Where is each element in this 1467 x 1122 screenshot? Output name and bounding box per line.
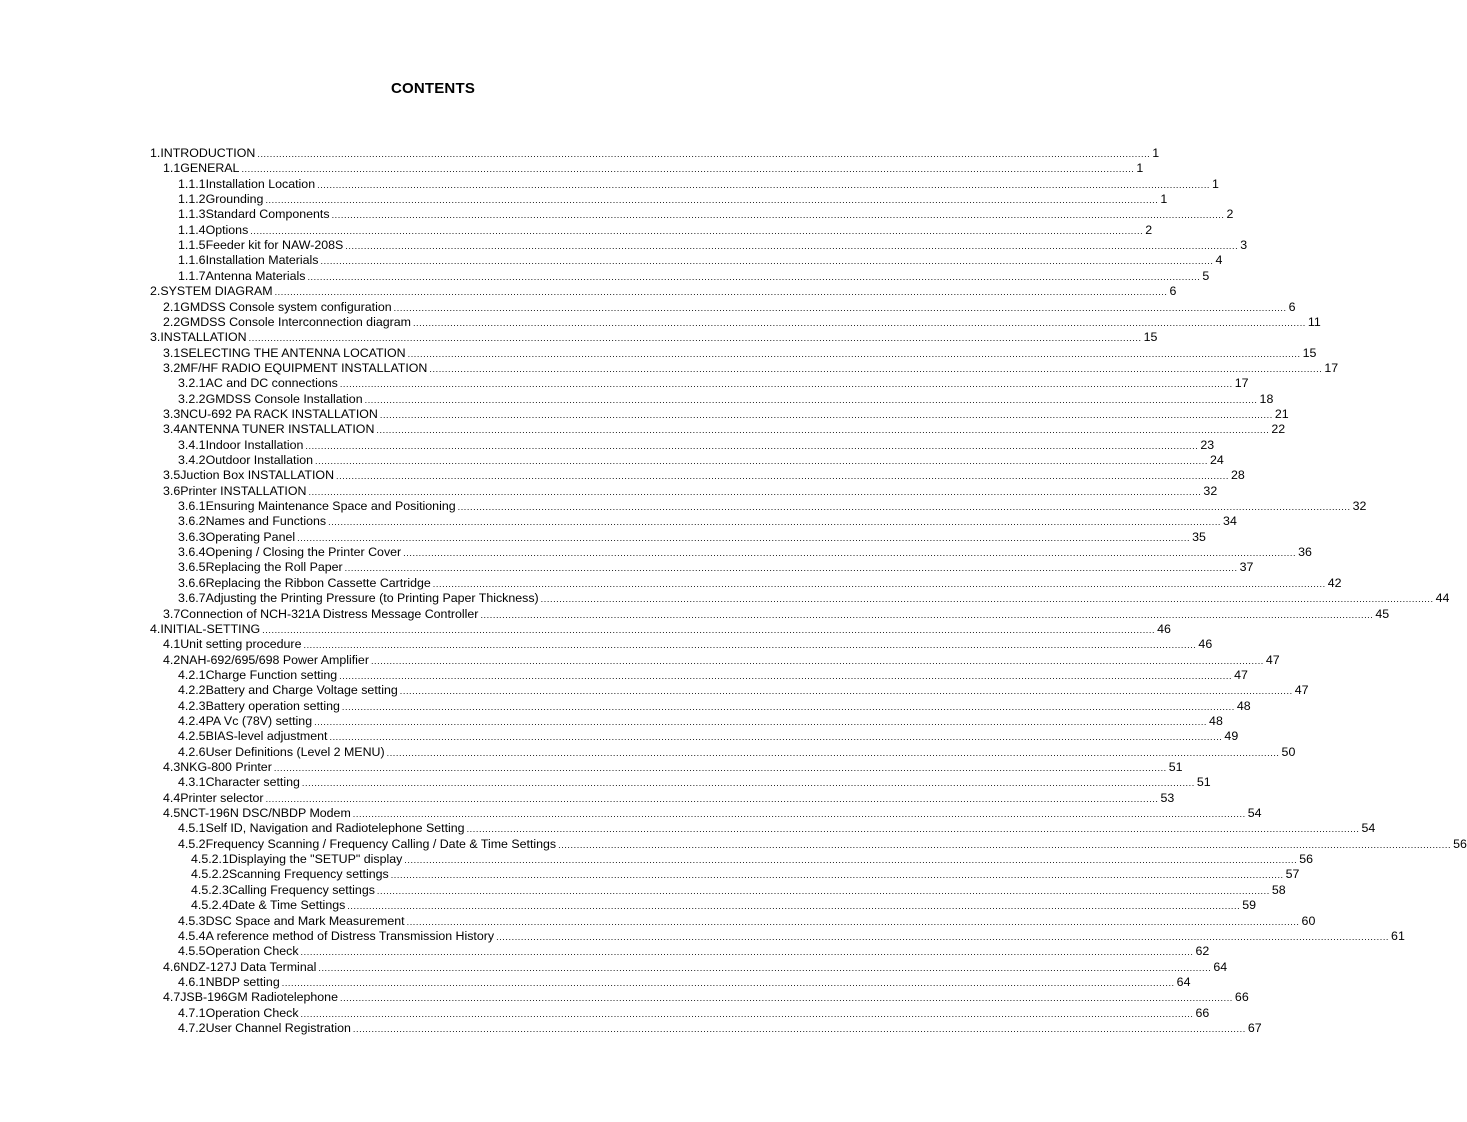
toc-entry-title: GENERAL bbox=[180, 161, 240, 176]
toc-entry-page: 47 bbox=[1294, 683, 1309, 698]
toc-entry-title: Standard Components bbox=[205, 207, 330, 222]
toc-entry-number: 1.1.4 bbox=[178, 222, 206, 237]
toc-entry-number: 4.5.5 bbox=[178, 944, 206, 959]
toc-entry-page: 47 bbox=[1265, 652, 1280, 667]
toc-entry-number: 4.3.1 bbox=[178, 775, 206, 790]
toc-entry-number: 4.6 bbox=[163, 959, 181, 974]
toc-entry[interactable] bbox=[163, 468, 1245, 483]
toc-entry[interactable] bbox=[178, 591, 1450, 606]
toc-entry-page: 62 bbox=[1195, 944, 1210, 959]
toc-entry-title: Printer INSTALLATION bbox=[180, 483, 307, 498]
toc-entry-title: User Definitions (Level 2 MENU) bbox=[205, 744, 385, 759]
toc-entry-title: Connection of NCH-321A Distress Message Controller bbox=[180, 606, 479, 621]
toc-entry[interactable] bbox=[178, 928, 1405, 944]
toc-entry-number: 3.6.3 bbox=[178, 529, 206, 544]
toc-entry-title: ANTENNA TUNER INSTALLATION bbox=[180, 422, 375, 437]
toc-dot-leader bbox=[376, 423, 1269, 438]
toc-dot-leader bbox=[340, 377, 1233, 392]
toc-entry-page: 32 bbox=[1352, 499, 1367, 514]
toc-entry-title: JSB-196GM Radiotelephone bbox=[180, 990, 338, 1005]
toc-entry[interactable] bbox=[163, 406, 1289, 422]
toc-entry-number: 3.6 bbox=[163, 483, 181, 498]
toc-entry[interactable] bbox=[178, 514, 1237, 529]
toc-entry-title: Operation Check bbox=[205, 944, 299, 959]
toc-dot-leader bbox=[257, 147, 1150, 162]
toc-entry-number: 1.1.2 bbox=[178, 192, 206, 207]
toc-entry-page: 48 bbox=[1209, 713, 1223, 728]
toc-entry-page: 22 bbox=[1271, 422, 1286, 437]
toc-entry-page: 53 bbox=[1160, 790, 1175, 805]
toc-entry-number: 4. bbox=[150, 621, 161, 636]
toc-entry[interactable] bbox=[178, 821, 1376, 836]
toc-entry-number: 3.1 bbox=[163, 345, 181, 360]
toc-entry-number: 2.2 bbox=[163, 314, 181, 329]
toc-entry-page: 6 bbox=[1169, 284, 1177, 299]
toc-entry-number: 3. bbox=[150, 330, 161, 345]
toc-dot-leader bbox=[353, 807, 1246, 822]
toc-entry-number: 4.5.2.1 bbox=[191, 852, 229, 867]
toc-entry-page: 15 bbox=[1302, 345, 1317, 360]
toc-entry-number: 1.1.5 bbox=[178, 238, 206, 253]
toc-entry[interactable] bbox=[163, 806, 1262, 821]
toc-entry[interactable] bbox=[178, 698, 1251, 714]
toc-entry[interactable] bbox=[178, 176, 1219, 192]
toc-entry-title: Replacing the Roll Paper bbox=[205, 560, 343, 575]
toc-entry-page: 59 bbox=[1242, 898, 1257, 913]
toc-entry-title: GMDSS Console Interconnection diagram bbox=[180, 314, 411, 329]
toc-entry-page: 46 bbox=[1198, 637, 1213, 652]
toc-dot-leader bbox=[377, 884, 1270, 899]
toc-entry-page: 18 bbox=[1259, 391, 1274, 406]
toc-entry-number: 4.5.2.2 bbox=[191, 867, 229, 882]
toc-entry-page: 32 bbox=[1203, 483, 1218, 498]
toc-dot-leader bbox=[467, 822, 1360, 837]
toc-entry-page: 4 bbox=[1215, 253, 1223, 268]
toc-dot-leader bbox=[274, 761, 1167, 776]
toc-entry[interactable] bbox=[150, 284, 1177, 299]
toc-entry-page: 67 bbox=[1247, 1020, 1262, 1035]
toc-entry[interactable] bbox=[178, 575, 1342, 591]
toc-dot-leader bbox=[496, 930, 1389, 945]
toc-entry[interactable] bbox=[191, 852, 1314, 867]
toc-entry-page: 45 bbox=[1375, 606, 1390, 621]
toc-entry-title: NDZ-127J Data Terminal bbox=[180, 959, 317, 974]
toc-entry-page: 5 bbox=[1202, 268, 1210, 283]
toc-entry[interactable] bbox=[178, 913, 1316, 929]
toc-entry[interactable] bbox=[178, 192, 1168, 207]
toc-entry-number: 4.2.4 bbox=[178, 713, 206, 728]
toc-entry-title: Character setting bbox=[205, 775, 300, 790]
toc-entry-title: Battery and Charge Voltage setting bbox=[205, 683, 398, 698]
toc-entry-title: Displaying the "SETUP" display bbox=[228, 852, 403, 867]
toc-entry[interactable] bbox=[178, 222, 1153, 238]
toc-entry-number: 1.1.3 bbox=[178, 207, 206, 222]
toc-entry-title: Juction Box INSTALLATION bbox=[180, 468, 335, 483]
toc-dot-leader bbox=[307, 270, 1200, 285]
toc-entry-title: Indoor Installation bbox=[205, 437, 304, 452]
toc-entry[interactable] bbox=[178, 545, 1312, 560]
toc-entry[interactable] bbox=[178, 391, 1274, 407]
toc-entry-number: 1.1.7 bbox=[178, 268, 206, 283]
toc-entry[interactable] bbox=[163, 990, 1249, 1005]
toc-entry[interactable] bbox=[163, 161, 1144, 176]
toc-entry[interactable] bbox=[178, 207, 1234, 222]
toc-entry[interactable] bbox=[163, 345, 1317, 361]
toc-entry[interactable] bbox=[178, 560, 1254, 575]
toc-entry-title: Operation Check bbox=[205, 1005, 299, 1020]
toc-entry-title: Charge Function setting bbox=[205, 667, 338, 682]
toc-dot-leader bbox=[347, 899, 1240, 914]
toc-entry-title: Date & Time Settings bbox=[228, 898, 346, 913]
toc-entry-title: A reference method of Distress Transmission History bbox=[205, 928, 495, 943]
page-title: CONTENTS bbox=[390, 80, 476, 97]
toc-entry-number: 4.2.1 bbox=[178, 667, 206, 682]
toc-dot-leader bbox=[541, 592, 1434, 607]
toc-entry-title: Replacing the Ribbon Cassette Cartridge bbox=[205, 575, 431, 590]
toc-entry-page: 64 bbox=[1176, 974, 1191, 989]
toc-entry-page: 1 bbox=[1136, 161, 1144, 176]
toc-entry-title: AC and DC connections bbox=[205, 376, 338, 391]
toc-dot-leader bbox=[318, 961, 1211, 976]
toc-entry-number: 4.3 bbox=[163, 760, 181, 774]
toc-entry-number: 4.2.3 bbox=[178, 698, 206, 713]
toc-entry-page: 50 bbox=[1281, 744, 1296, 759]
toc-dot-leader bbox=[275, 285, 1168, 300]
toc-dot-leader bbox=[340, 991, 1233, 1006]
toc-entry-number: 4.5.1 bbox=[178, 821, 206, 836]
toc-dot-leader bbox=[408, 347, 1301, 362]
toc-dot-leader bbox=[336, 469, 1229, 484]
toc-dot-leader bbox=[332, 208, 1225, 223]
toc-dot-leader bbox=[265, 193, 1158, 208]
toc-entry-number: 4.5.2 bbox=[178, 836, 206, 851]
toc-entry[interactable] bbox=[163, 606, 1390, 622]
toc-entry-number: 4.5.3 bbox=[178, 913, 206, 928]
toc-entry[interactable] bbox=[178, 437, 1215, 453]
toc-entry-title: NCT-196N DSC/NBDP Modem bbox=[180, 806, 351, 821]
toc-entry-page: 28 bbox=[1230, 468, 1245, 483]
toc-entry-number: 2.1 bbox=[163, 299, 181, 314]
toc-dot-leader bbox=[433, 577, 1326, 592]
toc-dot-leader bbox=[404, 853, 1297, 868]
toc-entry-number: 2. bbox=[150, 284, 161, 299]
toc-entry-number: 4.5 bbox=[163, 806, 181, 821]
toc-dot-leader bbox=[394, 301, 1287, 316]
toc-dot-leader bbox=[458, 500, 1351, 515]
toc-entry-title: NCU-692 PA RACK INSTALLATION bbox=[180, 406, 378, 421]
toc-entry[interactable] bbox=[178, 667, 1248, 683]
toc-entry-number: 3.5 bbox=[163, 468, 181, 483]
toc-entry-title: User Channel Registration bbox=[205, 1020, 351, 1035]
toc-entry[interactable] bbox=[178, 253, 1223, 268]
toc-entry-number: 1. bbox=[150, 146, 161, 160]
toc-entry-number: 1.1.6 bbox=[178, 253, 206, 268]
toc-entry[interactable] bbox=[163, 652, 1280, 668]
toc-entry-number: 3.6.1 bbox=[178, 499, 206, 514]
toc-dot-leader bbox=[250, 224, 1143, 239]
toc-entry-number: 3.7 bbox=[163, 606, 181, 621]
toc-entry-page: 34 bbox=[1223, 514, 1237, 529]
toc-entry-page: 54 bbox=[1361, 821, 1376, 836]
toc-entry-title: NAH-692/695/698 Power Amplifier bbox=[180, 652, 369, 667]
toc-entry[interactable] bbox=[163, 483, 1218, 499]
toc-entry-title: SELECTING THE ANTENNA LOCATION bbox=[180, 345, 406, 360]
toc-entry-number: 4.2.5 bbox=[178, 729, 206, 744]
toc-entry[interactable] bbox=[191, 898, 1257, 913]
toc-entry-title: Options bbox=[205, 222, 249, 237]
toc-dot-leader bbox=[317, 178, 1210, 193]
toc-entry-title: Scanning Frequency settings bbox=[228, 867, 389, 882]
toc-entry-page: 44 bbox=[1435, 591, 1450, 606]
toc-entry-title: GMDSS Console system configuration bbox=[180, 299, 392, 314]
toc-entry[interactable] bbox=[178, 529, 1206, 545]
toc-entry-page: 17 bbox=[1234, 376, 1249, 391]
toc-entry-page: 56 bbox=[1299, 852, 1314, 867]
toc-entry-title: SYSTEM DIAGRAM bbox=[160, 284, 273, 299]
toc-entry-page: 15 bbox=[1143, 330, 1158, 345]
toc-entry-page: 51 bbox=[1196, 775, 1211, 790]
toc-entry[interactable] bbox=[163, 959, 1228, 975]
toc-entry-page: 6 bbox=[1288, 299, 1296, 314]
toc-entry-number: 3.2 bbox=[163, 360, 181, 375]
toc-entry[interactable] bbox=[150, 330, 1158, 345]
toc-dot-leader bbox=[305, 439, 1198, 454]
toc-entry-title: Operating Panel bbox=[205, 529, 296, 544]
toc-entry-number: 4.7.2 bbox=[178, 1020, 206, 1035]
toc-entry-page: 36 bbox=[1298, 545, 1312, 560]
toc-entry-number: 4.5.2.3 bbox=[191, 882, 229, 897]
toc-dot-leader bbox=[387, 746, 1280, 761]
toc-entry[interactable] bbox=[178, 499, 1367, 514]
toc-entry[interactable] bbox=[178, 683, 1309, 698]
toc-entry-page: 1 bbox=[1212, 176, 1219, 191]
toc-entry[interactable] bbox=[178, 974, 1191, 990]
toc-entry-number: 4.7.1 bbox=[178, 1005, 206, 1020]
toc-dot-leader bbox=[301, 1007, 1194, 1022]
toc-entry-page: 60 bbox=[1301, 913, 1316, 928]
toc-dot-leader bbox=[429, 362, 1322, 377]
toc-entry-number: 1.1.1 bbox=[178, 176, 206, 191]
toc-dot-leader bbox=[400, 684, 1293, 699]
toc-entry[interactable] bbox=[178, 376, 1249, 391]
toc-entry-page: 21 bbox=[1274, 406, 1289, 421]
toc-entry-number: 3.2.2 bbox=[178, 391, 206, 406]
toc-entry-page: 57 bbox=[1285, 867, 1300, 882]
toc-dot-leader bbox=[297, 531, 1190, 546]
toc-entry-number: 4.7 bbox=[163, 990, 181, 1005]
toc-entry-number: 3.6.6 bbox=[178, 575, 206, 590]
toc-entry[interactable] bbox=[150, 146, 1160, 161]
toc-entry-title: Opening / Closing the Printer Cover bbox=[205, 545, 402, 560]
toc-entry-number: 3.4.1 bbox=[178, 437, 206, 452]
toc-dot-leader bbox=[301, 945, 1194, 960]
toc-entry-title: Self ID, Navigation and Radiotelephone Setting bbox=[205, 821, 465, 836]
toc-entry-title: Ensuring Maintenance Space and Positioning bbox=[205, 499, 456, 514]
toc-dot-leader bbox=[282, 976, 1175, 991]
toc-entry[interactable] bbox=[191, 882, 1286, 898]
toc-entry-page: 66 bbox=[1234, 990, 1249, 1005]
toc-entry-title: Frequency Scanning / Frequency Calling / Date & Time Settings bbox=[205, 836, 557, 851]
toc-dot-leader bbox=[413, 316, 1306, 331]
toc-entry[interactable] bbox=[178, 713, 1223, 729]
toc-dot-leader bbox=[407, 915, 1300, 930]
toc-entry-page: 2 bbox=[1145, 222, 1153, 237]
toc-entry-title: Calling Frequency settings bbox=[228, 882, 375, 897]
toc-entry-title: GMDSS Console Installation bbox=[205, 391, 363, 406]
toc-entry-number: 4.1 bbox=[163, 637, 181, 652]
toc-entry-title: Names and Functions bbox=[205, 514, 327, 529]
toc-entry[interactable] bbox=[178, 453, 1224, 468]
toc-entry-number: 3.3 bbox=[163, 406, 181, 421]
toc-entry-number: 3.4.2 bbox=[178, 453, 206, 467]
toc-entry[interactable] bbox=[191, 867, 1300, 882]
toc-dot-leader bbox=[371, 654, 1264, 669]
toc-entry-page: 56 bbox=[1453, 836, 1467, 851]
toc-entry-page: 49 bbox=[1224, 729, 1239, 744]
toc-dot-leader bbox=[315, 454, 1208, 469]
toc-dot-leader bbox=[314, 715, 1207, 730]
toc-entry[interactable] bbox=[150, 621, 1171, 637]
toc-entry-page: 47 bbox=[1234, 667, 1248, 682]
toc-entry-title: NBDP setting bbox=[205, 974, 280, 989]
toc-dot-leader bbox=[480, 608, 1373, 623]
toc-entry[interactable] bbox=[178, 775, 1211, 790]
toc-dot-leader bbox=[249, 331, 1142, 346]
toc-entry[interactable] bbox=[178, 744, 1296, 760]
toc-dot-leader bbox=[321, 254, 1214, 269]
toc-entry-page: 58 bbox=[1271, 882, 1286, 897]
toc-entry-number: 3.6.2 bbox=[178, 514, 206, 529]
toc-entry-title: Grounding bbox=[205, 192, 264, 207]
toc-entry-page: 42 bbox=[1327, 575, 1342, 590]
toc-entry-page: 2 bbox=[1226, 207, 1234, 222]
toc-entry-page: 51 bbox=[1168, 760, 1183, 774]
toc-dot-leader bbox=[262, 623, 1155, 638]
toc-entry-page: 3 bbox=[1240, 238, 1248, 253]
toc-entry-number: 3.6.7 bbox=[178, 591, 206, 606]
toc-entry-number: 4.2.2 bbox=[178, 683, 206, 698]
toc-entry-title: Unit setting procedure bbox=[180, 637, 302, 652]
toc-entry-number: 3.4 bbox=[163, 422, 181, 437]
toc-entry-number: 1.1 bbox=[163, 161, 181, 176]
toc-entry-number: 3.2.1 bbox=[178, 376, 206, 391]
toc-entry-page: 66 bbox=[1195, 1005, 1210, 1020]
toc-entry-title: Installation Materials bbox=[205, 253, 319, 268]
toc-entry-page: 23 bbox=[1200, 437, 1215, 452]
toc-entry-title: PA Vc (78V) setting bbox=[205, 713, 313, 728]
toc-entry-title: Printer selector bbox=[180, 790, 264, 805]
toc-entry-title: INITIAL-SETTING bbox=[160, 621, 261, 636]
toc-entry-page: 46 bbox=[1157, 621, 1171, 636]
toc-entry-number: 3.6.4 bbox=[178, 545, 206, 560]
toc-dot-leader bbox=[403, 546, 1296, 561]
toc-entry[interactable] bbox=[178, 1020, 1262, 1036]
toc-entry-page: 24 bbox=[1209, 453, 1224, 467]
toc-entry-page: 1 bbox=[1152, 146, 1160, 160]
toc-entry[interactable] bbox=[163, 637, 1213, 652]
toc-entry-number: 4.5.2.4 bbox=[191, 898, 229, 913]
toc-entry-page: 37 bbox=[1239, 560, 1254, 575]
toc-entry[interactable] bbox=[163, 299, 1296, 315]
toc-entry-title: DSC Space and Mark Measurement bbox=[205, 913, 405, 928]
toc-dot-leader bbox=[380, 408, 1273, 423]
toc-entry[interactable] bbox=[163, 790, 1175, 806]
toc-entry-title: INTRODUCTION bbox=[160, 146, 256, 160]
toc-dot-leader bbox=[302, 776, 1195, 791]
toc-entry-number: 3.6.5 bbox=[178, 560, 206, 575]
toc-entry[interactable] bbox=[163, 760, 1183, 775]
toc-entry-page: 35 bbox=[1192, 529, 1206, 544]
toc-entry-number: 4.4 bbox=[163, 790, 181, 805]
toc-dot-leader bbox=[303, 638, 1196, 653]
toc-entry[interactable] bbox=[163, 422, 1286, 437]
toc-dot-leader bbox=[266, 792, 1159, 807]
toc-entry[interactable] bbox=[178, 836, 1467, 852]
toc-entry-title: Adjusting the Printing Pressure (to Printing Paper Thickness) bbox=[205, 591, 539, 606]
toc-entry-title: Outdoor Installation bbox=[205, 453, 314, 467]
toc-entry-page: 54 bbox=[1247, 806, 1262, 821]
toc-dot-leader bbox=[308, 485, 1201, 500]
toc-entry-number: 4.2 bbox=[163, 652, 181, 667]
toc-entry-title: Feeder kit for NAW-208S bbox=[205, 238, 344, 253]
toc-entry[interactable] bbox=[178, 944, 1210, 959]
toc-entry-page: 61 bbox=[1391, 928, 1405, 943]
toc-entry[interactable] bbox=[163, 314, 1321, 330]
toc-entry-title: NKG-800 Printer bbox=[180, 760, 272, 774]
toc-entry-page: 48 bbox=[1236, 698, 1251, 713]
toc-dot-leader bbox=[345, 561, 1238, 576]
toc-dot-leader bbox=[345, 239, 1238, 254]
toc-dot-leader bbox=[342, 700, 1235, 715]
toc-entry[interactable] bbox=[178, 729, 1239, 744]
toc-dot-leader bbox=[339, 669, 1232, 684]
toc-entry-page: 64 bbox=[1213, 959, 1228, 974]
toc-dot-leader bbox=[329, 730, 1222, 745]
toc-entry-page: 11 bbox=[1307, 314, 1321, 329]
toc-dot-leader bbox=[241, 162, 1134, 177]
toc-entry[interactable] bbox=[163, 360, 1339, 376]
toc-dot-leader bbox=[391, 868, 1284, 883]
toc-entry-title: Antenna Materials bbox=[205, 268, 306, 283]
toc-entry-number: 4.2.6 bbox=[178, 744, 206, 759]
toc-entry[interactable] bbox=[178, 1005, 1210, 1021]
toc-entry[interactable] bbox=[178, 238, 1248, 253]
toc-dot-leader bbox=[365, 393, 1258, 408]
toc-entry-title: Installation Location bbox=[205, 176, 316, 191]
toc-entry[interactable] bbox=[178, 268, 1210, 284]
toc-dot-leader bbox=[558, 838, 1451, 853]
toc-entry-title: BIAS-level adjustment bbox=[205, 729, 328, 744]
toc-dot-leader bbox=[328, 515, 1221, 530]
toc-entry-number: 4.6.1 bbox=[178, 974, 206, 989]
toc-entry-page: 17 bbox=[1324, 360, 1339, 375]
toc-entry-title: Battery operation setting bbox=[205, 698, 340, 713]
toc-entry-title: MF/HF RADIO EQUIPMENT INSTALLATION bbox=[180, 360, 428, 375]
toc-entry-page: 1 bbox=[1160, 192, 1168, 207]
toc-entry-number: 4.5.4 bbox=[178, 928, 206, 943]
toc-dot-leader bbox=[353, 1022, 1246, 1037]
toc-entry-title: INSTALLATION bbox=[160, 330, 247, 345]
